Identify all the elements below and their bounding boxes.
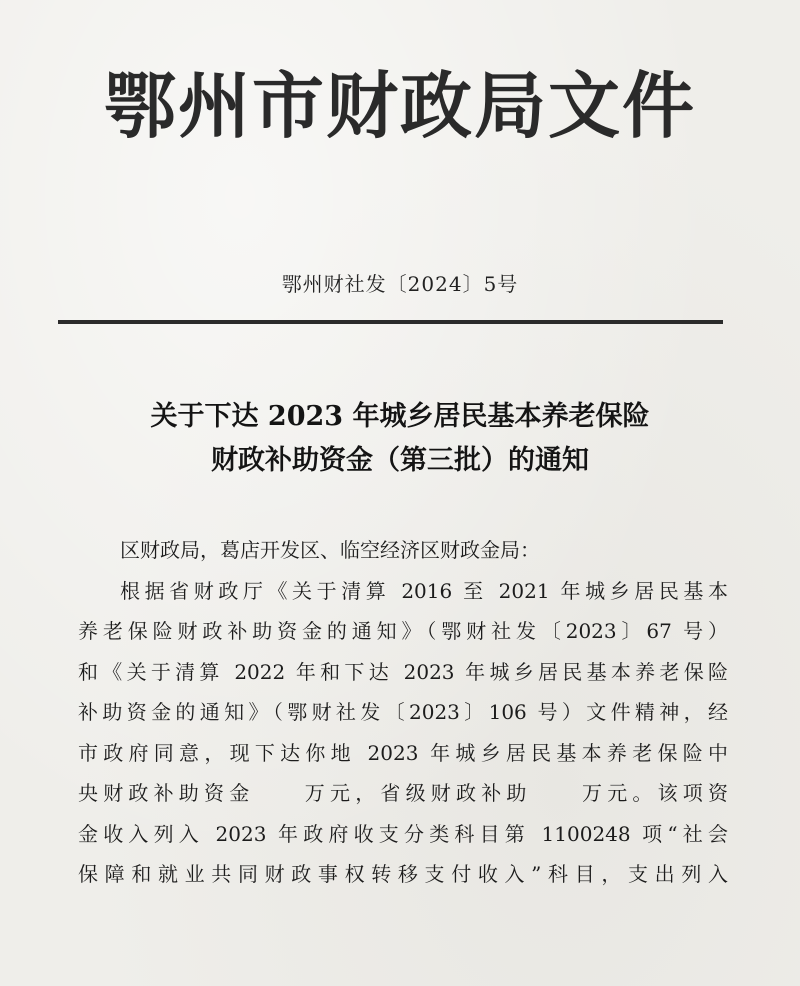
body-line: 市政府同意，现下达你地 2023 年城乡居民基本养老保险中 [78, 740, 728, 765]
notice-title [0, 395, 800, 483]
body-line: 养老保险财政补助资金的通知》（鄂财社发〔2023〕67 号） [78, 619, 728, 643]
body-line-addressee: 区财政局，葛店开发区、临空经济区财政金局： [120, 538, 540, 562]
body-line: 央财政补助资金 万元，省级财政补助 万元。该项资 [78, 781, 728, 805]
notice-title-line-1: 关于下达 2023 年城乡居民基本养老保险 [150, 401, 650, 432]
header-separator-line [58, 320, 723, 324]
notice-body [78, 530, 728, 895]
issuer-header-title: 鄂州市财政局文件 [103, 64, 696, 148]
document-number: 鄂州财社发〔2024〕5号 [281, 272, 519, 296]
notice-title-line-2: 财政补助资金（第三批）的通知 [211, 445, 589, 476]
body-line: 补助资金的通知》（鄂财社发〔2023〕106 号）文件精神，经 [78, 700, 728, 724]
body-line: 保障和就业共同财政事权转移支付收入”科目，支出列入 [78, 862, 728, 886]
body-line: 和《关于清算 2022 年和下达 2023 年城乡居民基本养老保险 [78, 659, 728, 684]
body-line: 根据省财政厅《关于清算 2016 至 2021 年城乡居民基本 [120, 578, 728, 603]
body-line: 金收入列入 2023 年政府收支分类科目第 1100248 项“社会 [78, 821, 728, 846]
